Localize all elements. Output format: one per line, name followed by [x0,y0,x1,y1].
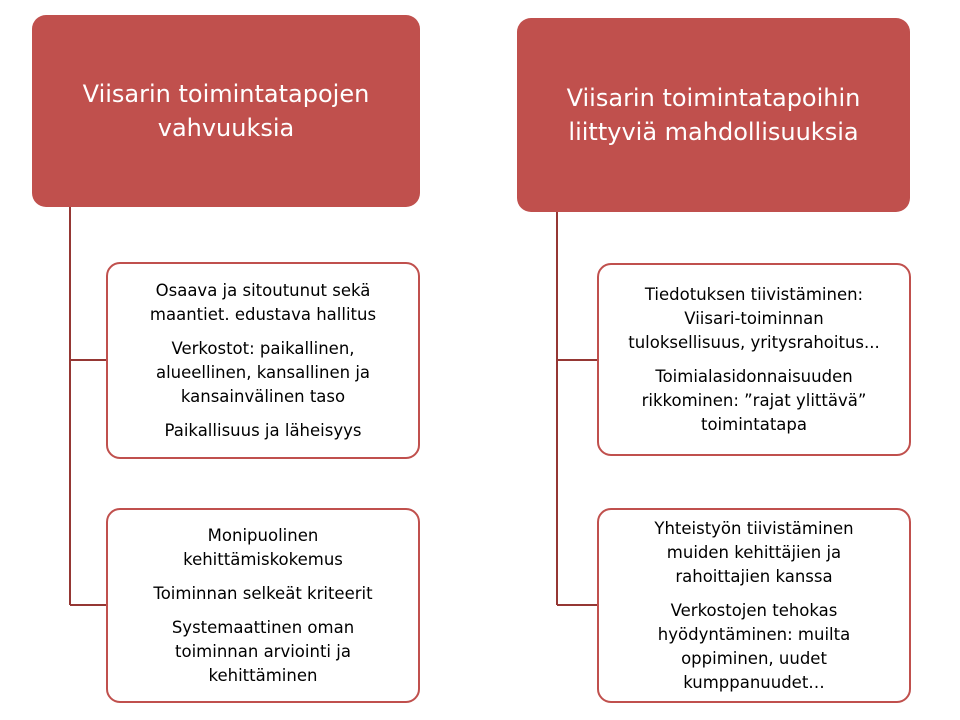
opportunities-item [628,283,880,355]
text-line: Monipuolinen [207,525,319,545]
text-line: kehittämiskokemus [183,549,343,569]
text-line: Osaava ja sitoutunut sekä [155,280,371,300]
text-line: toiminnan arviointi ja [175,641,351,661]
text-line: maantiet. edustava hallitus [149,304,377,324]
opportunities-header-line-2: liittyviä mahdollisuuksia [568,118,859,146]
text-line: Toimialasidonnaisuuden [655,366,853,386]
strengths-item [150,279,376,327]
text-line: muiden kehittäjien ja [666,542,842,562]
strengths-header [32,15,420,207]
opportunities-header-line-1: Viisarin toimintatapoihin [566,84,861,112]
strengths-item [153,582,372,606]
strengths-item [183,524,343,572]
opportunities-item [642,365,867,437]
opportunities-item [654,517,853,589]
strengths-item [165,419,362,443]
strengths-item [172,616,354,688]
text-line: rikkominen: ”rajat ylittävä” [641,390,867,410]
text-line: tuloksellisuus, yritysrahoitus... [628,332,880,352]
text-line: Verkostot: paikallinen, [171,338,355,358]
text-line: kehittäminen [208,665,318,685]
text-line: Viisari-toiminnan [684,308,824,328]
text-line: kumppanuudet… [683,672,825,692]
text-line: toimintatapa [700,414,807,434]
text-line: Toiminnan selkeät kriteerit [153,583,373,603]
text-line: Yhteistyön tiivistäminen [654,518,854,538]
opportunities-item [658,599,850,695]
text-line: Verkostojen tehokas [670,600,838,620]
text-line: kansainvälinen taso [180,386,346,406]
opportunities-box-2 [597,508,911,703]
strengths-header-line-1: Viisarin toimintatapojen [82,80,370,108]
text-line: Paikallisuus ja läheisyys [164,420,362,440]
strengths-item [156,337,370,409]
opportunities-header [517,18,910,212]
text-line: Systemaattinen oman [171,617,355,637]
text-line: rahoittajien kanssa [675,566,833,586]
text-line: oppiminen, uudet [681,648,827,668]
strengths-header-line-2: vahvuuksia [157,114,295,142]
text-line: hyödyntäminen: muilta [657,624,851,644]
strengths-box-2 [106,508,420,703]
strengths-box-1 [106,262,420,459]
opportunities-box-1 [597,263,911,456]
text-line: Tiedotuksen tiivistäminen: [644,284,864,304]
text-line: alueellinen, kansallinen ja [155,362,371,382]
